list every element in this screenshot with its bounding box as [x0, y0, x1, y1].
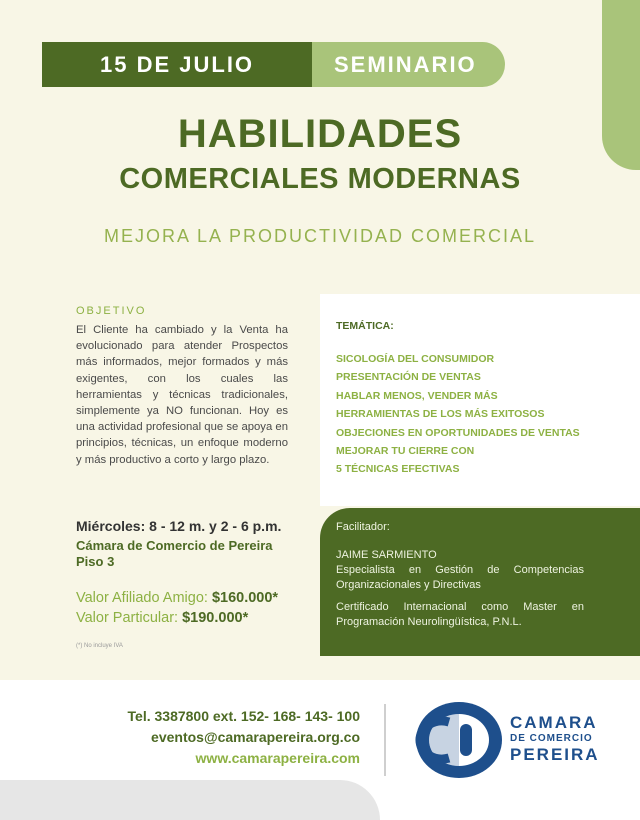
- list-item: HERRAMIENTAS DE LOS MÁS EXITOSOS: [336, 408, 545, 421]
- location-text: [76, 538, 273, 570]
- seminar-banner: SEMINARIO: [312, 42, 505, 87]
- schedule-text: Miércoles: 8 - 12 m. y 2 - 6 p.m.: [76, 518, 282, 534]
- divider: [384, 704, 386, 776]
- page-subtitle: MEJORA LA PRODUCTIVIDAD COMERCIAL: [103, 226, 537, 246]
- list-item: OBJECIONES EN OPORTUNIDADES DE VENTAS: [336, 426, 580, 439]
- facilitator-credential-2: Certificado Internacional como Master en Programación Neurolingüística, P.N.L.: [336, 601, 584, 628]
- chamber-logo-icon: [414, 700, 504, 780]
- date-banner: 15 DE JULIO: [42, 42, 342, 87]
- objective-text: El Cliente ha cambiado y la Venta ha evolucionado para atender Prospectos más informados, mejor formados y más exigentes, con los cuales las herramientas y técnicas tradicionales, simplemente ya NO funcionan. Hoy es una actividad profesional que se apoya en principios, técnicas, un enfoque moderno y más productivo a corto y largo plazo.: [76, 324, 288, 466]
- list-item: HABLAR MENOS, VENDER MÁS: [336, 389, 498, 402]
- location-line1: Cámara de Comercio de Pereira: [76, 538, 273, 553]
- facilitator-name: JAIME SARMIENTO: [336, 549, 437, 561]
- price-particular-value: $190.000*: [182, 610, 249, 626]
- facilitator-label: Facilitador:: [336, 521, 390, 533]
- list-item: 5 TÉCNICAS EFECTIVAS: [336, 463, 460, 476]
- price-particular-label: Valor Particular:: [76, 610, 183, 626]
- price-affiliate-label: Valor Afiliado Amigo:: [76, 590, 212, 606]
- logo-line3: PEREIRA: [510, 745, 600, 764]
- list-item: MEJORAR TU CIERRE CON: [336, 445, 475, 458]
- facilitator-box-edge: [600, 508, 640, 656]
- price-affiliate: [76, 590, 278, 606]
- location-line2: Piso 3: [76, 554, 115, 569]
- price-particular: [76, 610, 248, 626]
- list-item: SICOLOGÍA DEL CONSUMIDOR: [336, 353, 495, 365]
- contact-phone: Tel. 3387800 ext. 152- 168- 143- 100: [127, 708, 360, 724]
- contact-email[interactable]: eventos@camarapereira.org.co: [151, 729, 360, 745]
- page-title: HABILIDADES: [177, 112, 463, 156]
- price-affiliate-value: $160.000*: [211, 590, 279, 606]
- topics-list: [336, 350, 580, 479]
- topics-label: TEMÁTICA:: [336, 320, 394, 332]
- tax-note: (*) No incluye IVA: [76, 643, 123, 649]
- objective-label: OBJETIVO: [76, 305, 147, 317]
- contact-website[interactable]: www.camarapereira.com: [195, 750, 360, 766]
- facilitator-credential-1: Especialista en Gestión de Competencias Organizacionales y Directivas: [336, 564, 584, 591]
- bottom-decoration: [0, 780, 380, 820]
- logo-line2: DE COMERCIO: [510, 733, 593, 744]
- logo-line1: CAMARA: [510, 713, 598, 732]
- page-title-line2: COMERCIALES MODERNAS: [119, 163, 521, 195]
- list-item: PRESENTACIÓN DE VENTAS: [336, 371, 481, 384]
